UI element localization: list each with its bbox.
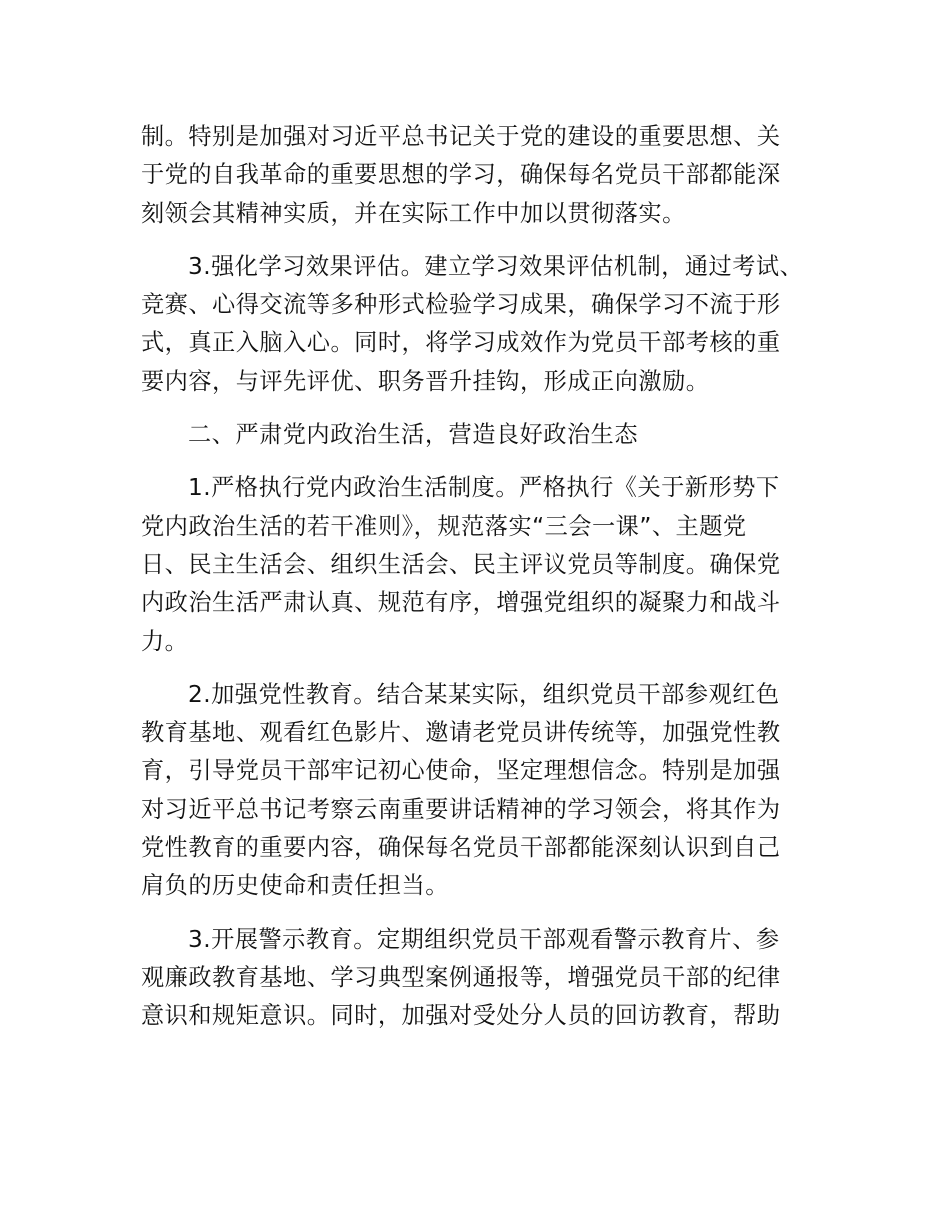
document-page (141, 118, 831, 1051)
section-heading-political-life (141, 416, 831, 454)
paragraph-warning-education (141, 921, 831, 1036)
text-line: 1.严格执行党内政治生活制度。严格执行《关于新形势下 (188, 474, 780, 502)
text-line: 3.强化学习效果评估。建立学习效果评估机制，通过考试、 (188, 252, 804, 280)
text-line: 2.加强党性教育。结合某某实际，组织党员干部参观红色 (188, 680, 780, 708)
text-line: 制。特别是加强对习近平总书记关于党的建设的重要思想、关 (141, 123, 781, 150)
paragraph-party-spirit-education (141, 676, 831, 906)
text-line: 要内容，与评先评优、职务晋升挂钩，形成正向激励。 (141, 367, 710, 395)
text-line: 二、严肃党内政治生活，营造良好政治生态 (188, 421, 639, 449)
paragraph-political-life-system (141, 469, 831, 660)
text-line: 日、民主生活会、组织生活会、民主评议党员等制度。确保党 (141, 550, 781, 578)
text-line: 意识和规矩意识。同时，加强对受处分人员的回访教育，帮助 (141, 1002, 781, 1030)
text-line: 对习近平总书记考察云南重要讲话精神的学习领会，将其作为 (141, 795, 781, 823)
paragraph-continuation (141, 118, 831, 233)
text-line: 教育基地、观看红色影片、邀请老党员讲传统等，加强党性教 (141, 719, 781, 747)
text-line: 式，真正入脑入心。同时，将学习成效作为党员干部考核的重 (141, 329, 781, 357)
text-line: 党内政治生活的若干准则》，规范落实“三会一课”、主题党 (141, 512, 747, 540)
text-line: 刻领会其精神实质，并在实际工作中加以贯彻落实。 (141, 199, 686, 227)
text-line: 力。 (141, 627, 189, 655)
text-line: 肩负的历史使命和责任担当。 (141, 872, 449, 900)
text-line: 于党的自我革命的重要思想的学习，确保每名党员干部都能深 (141, 161, 781, 189)
text-line: 内政治生活严肃认真、规范有序，增强党组织的凝聚力和战斗 (141, 589, 781, 617)
text-line: 观廉政教育基地、学习典型案例通报等，增强党员干部的纪律 (141, 963, 781, 991)
text-line: 育，引导党员干部牢记初心使命，坚定理想信念。特别是加强 (141, 757, 781, 785)
text-line: 3.开展警示教育。定期组织党员干部观看警示教育片、参 (188, 925, 780, 953)
text-line: 党性教育的重要内容，确保每名党员干部都能深刻认识到自己 (141, 834, 781, 862)
text-line: 竞赛、心得交流等多种形式检验学习成果，确保学习不流于形 (141, 291, 781, 319)
paragraph-study-evaluation (141, 248, 831, 401)
